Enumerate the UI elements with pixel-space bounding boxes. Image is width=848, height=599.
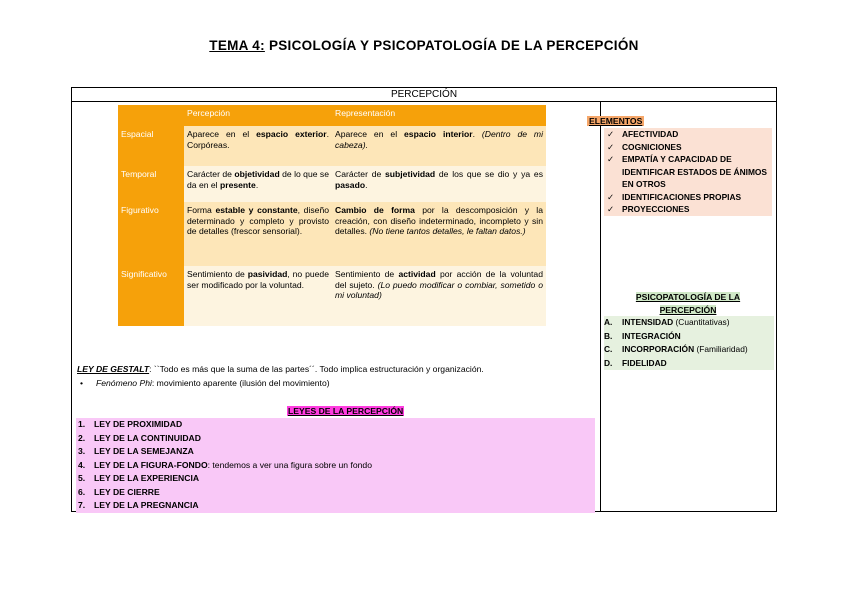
cell-percepcion: Carácter de objetividad de lo que se da en el presente. (184, 166, 332, 202)
check-icon: ✓ (607, 191, 615, 202)
title-prefix: TEMA 4: (209, 38, 265, 53)
list-item: ✓ EMPATÍA Y CAPACIDAD DE IDENTIFICAR ESTADOS DE ÁNIMOS EN OTROS (607, 154, 768, 189)
table-row (118, 126, 546, 166)
cell-representacion: Carácter de subjetividad de los que se dio y ya es pasado. (332, 166, 546, 202)
list-item: 1. LEY DE PROXIMIDAD (76, 418, 595, 432)
gestalt-label: LEY DE GESTALT (77, 364, 150, 374)
check-icon: ✓ (607, 204, 615, 214)
column-divider (600, 101, 601, 512)
list-item: B. INTEGRACIÓN (604, 330, 681, 341)
cell-percepcion: Aparece en el espacio exterior. Corpóreas. (184, 126, 332, 166)
list-item: D. FIDELIDAD (604, 357, 667, 368)
list-item: ✓ COGNICIONES (607, 141, 682, 152)
check-icon: ✓ (607, 129, 615, 139)
perception-table (118, 105, 546, 326)
phi-bullet (77, 378, 330, 388)
psicopatologia-list (604, 316, 774, 370)
list-item: 4. LEY DE LA FIGURA-FONDO: tendemos a ver una figura sobre un fondo (76, 459, 595, 473)
header-representacion: Representación (332, 105, 546, 126)
table-row (118, 202, 546, 266)
table-row (118, 166, 546, 202)
table-header-row (118, 105, 546, 126)
phi-text: : movimiento aparente (ilusión del movimiento) (151, 378, 330, 388)
list-item: C. INCORPORACIÓN (Familiaridad) (604, 344, 748, 354)
cell-percepcion: Forma estable y constante, diseño determinado y completo y provisto de detalles (frescor sensorial). (184, 202, 332, 266)
title-text: PSICOLOGÍA Y PSICOPATOLOGÍA DE LA PERCEPCIÓN (264, 38, 639, 53)
leyes-list (76, 418, 595, 513)
psicopatologia-title: PSICOPATOLOGÍA DE LA PERCEPCIÓN (635, 292, 741, 315)
cell-percepcion: Sentimiento de pasividad, no puede ser modificado por la voluntad. (184, 266, 332, 326)
corner-cell (118, 105, 184, 126)
list-item: ✓ PROYECCIONES (607, 204, 690, 214)
list-item: A. INTENSIDAD (Cuantitativas) (604, 317, 730, 327)
cell-representacion: Aparece en el espacio interior. (Dentro de mi cabeza). (332, 126, 546, 166)
page-title (0, 38, 848, 53)
table-row (118, 266, 546, 326)
header-percepcion: Percepción (184, 105, 332, 126)
check-icon: ✓ (607, 141, 615, 152)
phi-label: Fenómeno Phi (96, 378, 152, 388)
list-item: ✓ IDENTIFICACIONES PROPIAS (607, 191, 742, 202)
list-item: 5. LEY DE LA EXPERIENCIA (76, 472, 595, 486)
section-header: PERCEPCIÓN (72, 88, 776, 102)
list-item: ✓ AFECTIVIDAD (607, 129, 679, 139)
cell-representacion: Cambio de forma por la descomposición y la creación, con diseño indeterminado, incompleto y sin detalles. (No tiene tantos detalles, le faltan datos.) (332, 202, 546, 266)
list-item: 2. LEY DE LA CONTINUIDAD (76, 432, 595, 446)
row-label: Temporal (118, 166, 184, 202)
elementos-list (604, 128, 772, 216)
leyes-title: LEYES DE LA PERCEPCIÓN (288, 406, 404, 416)
gestalt-definition (77, 364, 484, 374)
row-label: Significativo (118, 266, 184, 326)
gestalt-text: : ``Todo es más que la suma de las partes´´. Todo implica estructuración y organización. (149, 364, 484, 374)
list-item: 7. LEY DE LA PREGNANCIA (76, 499, 595, 513)
row-label: Figurativo (118, 202, 184, 266)
bullet-icon: • (80, 378, 84, 388)
elementos-title: ELEMENTOS (589, 116, 643, 126)
list-item: 3. LEY DE LA SEMEJANZA (76, 445, 595, 459)
check-icon: ✓ (607, 154, 615, 164)
list-item: 6. LEY DE CIERRE (76, 486, 595, 500)
cell-representacion: Sentimiento de actividad por acción de la voluntad del sujeto. (Lo puedo modificar o combiar, sometido o mi voluntad) (332, 266, 546, 326)
row-label: Espacial (118, 126, 184, 166)
